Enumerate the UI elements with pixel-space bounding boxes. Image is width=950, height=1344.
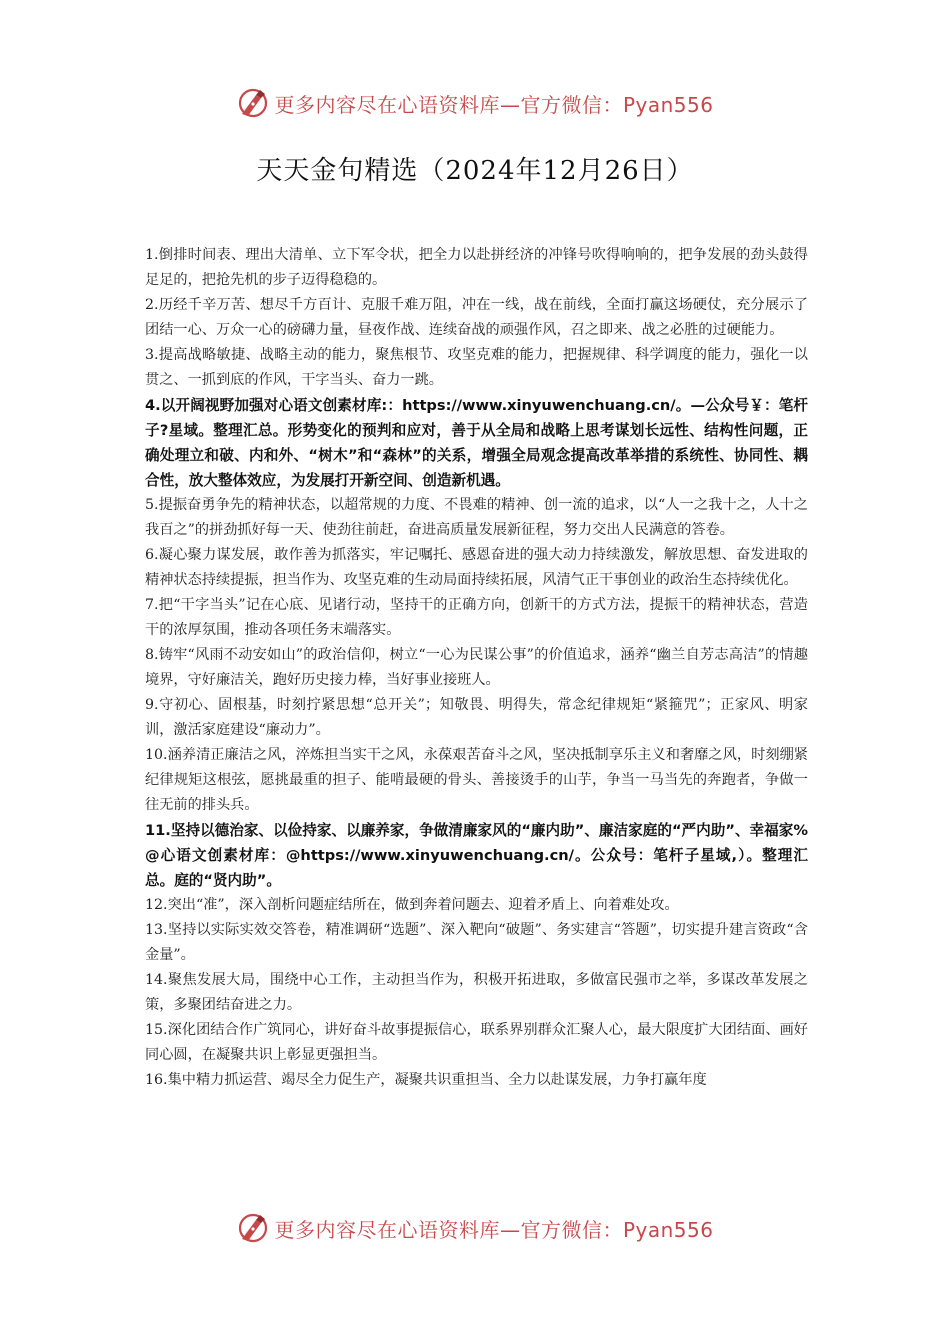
list-item-bold: 4.以开阔视野加强对心语文创素材库:：https://www.xinyuwenchuang.cn/。—公众号￥：笔杆子?星域。整理汇总。形势变化的预判和应对，善于从全局和战略上思考谋划长远性、结构性问题，正确处理立和破、内和外、“树木”和“森林”的关系，增强全局观念提高改革举措的系统性、协同性、耦合性，放大整体效应，为发展打开新空间、创造新机遇。 (145, 397, 808, 489)
list-item: 16.集中精力抓运营、竭尽全力促生产，凝聚共识重担当、全力以赴谋发展，力争打赢年度 (145, 1072, 707, 1088)
page-title: 天天金句精选（2024年12月26日） (256, 156, 694, 186)
footer-banner (0, 1208, 950, 1248)
list-item: 9.守初心、固根基，时刻拧紧思想“总开关”；知敬畏、明得失，常念纪律规矩“紧箍咒”；正家风、明家训，激活家庭建设“廉动力”。 (145, 697, 808, 738)
footer-banner-text: 更多内容尽在心语资料库—官方微信：Pyan556 (274, 1217, 714, 1242)
quote-list (145, 243, 808, 1187)
list-item: 12.突出“准”，深入剖析问题症结所在，做到奔着问题去、迎着矛盾上、向着难处攻。 (145, 897, 679, 913)
list-item: 3.提高战略敏捷、战略主动的能力，聚焦根节、攻坚克难的能力，把握规律、科学调度的能力，强化一以贯之、一抓到底的作风，干字当头、奋力一跳。 (145, 347, 808, 388)
list-item: 14.聚焦发展大局，围绕中心工作，主动担当作为，积极开拓进取，多做富民强市之举，多谋改革发展之策，多聚团结奋进之力。 (145, 972, 808, 1013)
pen-nib-logo-icon (236, 1211, 270, 1245)
list-item: 15.深化团结合作广筑同心，讲好奋斗故事提振信心，联系界别群众汇聚人心，最大限度扩大团结面、画好同心圆，在凝聚共识上彰显更强担当。 (145, 1022, 808, 1063)
list-item: 8.铸牢“风雨不动安如山”的政治信仰，树立“一心为民谋公事”的价值追求，涵养“幽兰自芳志高洁”的情趣境界，守好廉洁关，跑好历史接力棒，当好事业接班人。 (145, 647, 808, 688)
pen-nib-logo-icon (236, 86, 270, 120)
list-item-bold: 11.坚持以德治家、以俭持家、以廉养家，争做清廉家风的“廉内助”、廉洁家庭的“严内助”、幸福家%@心语文创素材库：@https://www.xinyuwenchuang.cn/。公众号：笔杆子星域,）。整理汇总。庭的“贤内助”。 (145, 822, 808, 889)
list-item: 7.把“干字当头”记在心底、见诸行动，坚持干的正确方向，创新干的方式方法，提振干的精神状态，营造干的浓厚氛围，推动各项任务末端落实。 (145, 597, 808, 638)
header-banner-text: 更多内容尽在心语资料库—官方微信：Pyan556 (274, 92, 714, 117)
list-item: 5.提振奋勇争先的精神状态，以超常规的力度、不畏难的精神、创一流的追求，以“人一之我十之，人十之我百之”的拼劲抓好每一天、使劲往前赶，奋进高质量发展新征程，努力交出人民满意的答卷。 (145, 497, 808, 538)
list-item: 2.历经千辛万苦、想尽千方百计、克服千难万阻，冲在一线，战在前线，全面打赢这场硬仗，充分展示了团结一心、万众一心的磅礴力量，昼夜作战、连续奋战的顽强作风，召之即来、战之必胜的过硬能力。 (145, 297, 808, 338)
list-item: 6.凝心聚力谋发展，敢作善为抓落实，牢记嘱托、感恩奋进的强大动力持续激发，解放思想、奋发进取的精神状态持续提振，担当作为、攻坚克难的生动局面持续拓展，风清气正干事创业的政治生态持续优化。 (145, 547, 808, 588)
list-item: 10.涵养清正廉洁之风，淬炼担当实干之风，永葆艰苦奋斗之风，坚决抵制享乐主义和奢靡之风，时刻绷紧纪律规矩这根弦，愿挑最重的担子、能啃最硬的骨头、善接烫手的山芋，争当一马当先的奔跑者，争做一往无前的排头兵。 (145, 747, 808, 813)
list-item: 13.坚持以实际实效交答卷，精准调研“选题”、深入靶向“破题”、务实建言“答题”，切实提升建言资政“含金量”。 (145, 922, 808, 963)
header-banner (0, 83, 950, 123)
list-item: 1.倒排时间表、理出大清单、立下军令状，把全力以赴拼经济的冲锋号吹得响响的，把争发展的劲头鼓得足足的，把抢先机的步子迈得稳稳的。 (145, 247, 808, 288)
